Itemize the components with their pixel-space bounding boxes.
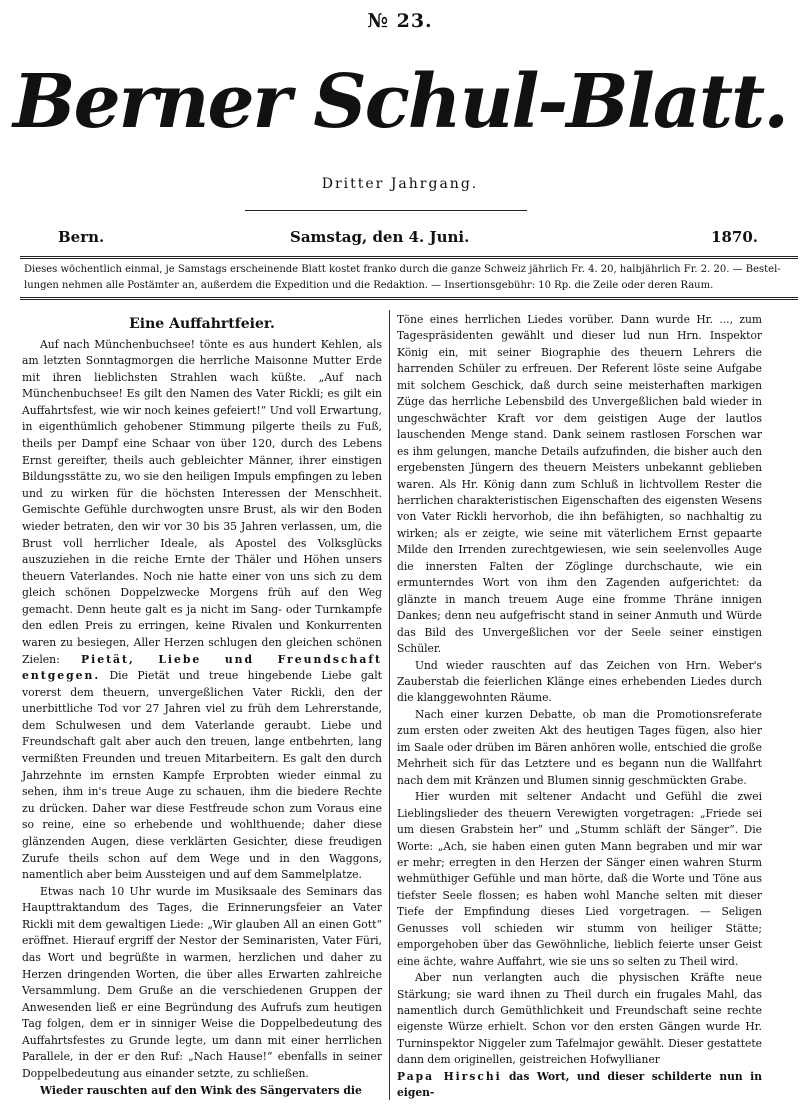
- paragraph: Und wieder rauschten auf das Zeichen von Hrn. Weber's Zauberstab die feierlichen Klänge eines erhebenden Liedes durch die klanggewohnten Räume.: [397, 658, 762, 705]
- paragraph: Nach einer kurzen Debatte, ob man die Promotionsreferate zum ersten oder zweiten Akt des heutigen Tages fügen, also hier im Saale oder drüben im Bären anhören wolle, entschied die große Mehrheit sich für das Letztere und es begann nun die Wallfahrt nach dem mit Kränzen und Blumen sinnig geschmückten Grabe.: [397, 707, 762, 787]
- notice-line-2: lungen nehmen alle Postämter an, außerdem die Expedition und die Redaktion. — Insertionsgebühr: 10 Rp. die Zeile oder deren Raum.: [24, 280, 714, 291]
- paragraph: Töne eines herrlichen Liedes vorüber. Dann wurde Hr. ..., zum Tagespräsidenten gewählt und dieser lud nun Hrn. Inspektor König ein, mit seiner Biographie des theuern Lehrers die harrenden Schüler zu erfreuen. Der Referent löste seine Aufgabe mit solchem Geschick, daß durch seine meisterhaften markigen Züge das herrliche Lebensbild des Unvergeßlichen bald wieder in ungeschwächter Kraft vor dem geistigen Auge der lautlos lauschenden Menge stand. Dank seinem rastlosen Forschen war es ihm gelungen, manche Details aufzufinden, die bisher auch den ergebensten Jüngern des theuern Meisters unbekannt geblieben waren. Als Hr. König dann zum Schluß in lichtvollem Rester die herrlichen charakteristischen Eigenschaften des eigensten Wesens von Vater Rickli hervorhob, die ihn befähigten, so nachhaltig zu wirken; als er zeigte, wie seine mit väterlichem Ernst gepaarte Milde den Irrenden zurechtgewiesen, wie sein seelenvolles Auge die innersten Falten der Zöglinge durchschaute, wie ein ermunterndes Wort von ihm den Zagenden aufgerichtet: da glänzte in manch treuem Auge eine fromme Thräne innigen Dankes; denn neu aufgefrischt stand in seiner Anmuth und Würde das Bild des Unvergeßlichen vor der Seele seiner einstigen Schüler.: [397, 313, 762, 656]
- divider-double-bottom: [20, 297, 798, 300]
- paragraph: Aber nun verlangten auch die physischen Kräfte neue Stärkung; sie ward ihnen zu Theil durch ein frugales Mahl, das namentlich durch Gemüthlichkeit und Freundschaft seine rechte eigenste Würze erhielt. Schon vor den ersten Gängen wurde Hr. Turninspektor Niggeler zum Tafelmajor gewählt. Dieser gestattete dann dem originellen, geistreichen Hofwyllianer: [397, 971, 762, 1067]
- divider-short: [245, 210, 527, 211]
- issue-number: № 23.: [367, 10, 433, 32]
- notice-line-1: Dieses wöchentlich einmal, je Samstags erscheinende Blatt kostet franko durch die ganze Schweiz jährlich Fr. 4. 20, halbjährlich Fr. 2. 20. — Bestel-: [24, 264, 781, 275]
- masthead-title: Berner Schul-Blatt.: [13, 59, 787, 145]
- final-line-text: das Wort, und dieser schilderte nun in eigen-: [397, 1069, 762, 1100]
- place-label: Bern.: [58, 228, 105, 246]
- papa-hirschi-name: Papa Hirschi: [397, 1069, 502, 1083]
- paragraph: [22, 337, 382, 884]
- divider-double-top: [20, 256, 798, 259]
- paragraph: Etwas nach 10 Uhr wurde im Musiksaale des Seminars das Haupttraktandum des Tages, die Erinnerungsfeier an Vater Rickli mit dem gewaltigen Liede: „Wir glauben All an einen Gott“ eröffnet. Hierauf ergriff der Nestor der Seminaristen, Vater Füri, das Wort und begrüßte in warmen, herzlichen und daher zu Herzen dringenden Worten, die über alles Erwarten zahlreiche Versammlung. Dem Gruße an die verschiedenen Gruppen der Anwesenden ließ er eine Begründung des Aufrufs zum heutigen Tag folgen, dem er in sinniger Weise die Doppelbedeutung des Auffahrtsfestes zu Grunde legte, um dann mit einer herrlichen Parallele, in der er den Ruf: „Nach Hause!“ ebenfalls in seiner Doppelbedeutung aus einander setzte, zu schließen.: [22, 884, 382, 1081]
- volume-label: Dritter Jahrgang.: [321, 176, 479, 192]
- paragraph-text: Die Pietät und treue hingebende Liebe galt vorerst dem theuern, unvergeßlichen Vater Rickli, den der unerbittliche Tod vor 27 Jahren viel zu früh dem Lehrerstande, dem Schulwesen und dem Vaterlande geraubt. Liebe und Freundschaft galt aber auch den treuen, lange entbehrten, lang vermißten Freunden und treuen Mitarbeitern. Es galt den durch Jahrzehnte im ernsten Kampfe Erprobten wieder einmal zu sehen, ihm in's treue Auge zu schauen, ihm die biedere Rechte zu drücken. Daher war diese Festfreude schon zum Voraus eine so reine, eine so erhebende und wohlthuende; daher diese glänzenden Augen, diese verklärten Gesichter, diese freudigen Zurufe theils schon auf dem Wege und in den Waggons, namentlich aber beim Aussteigen und auf dem Sammelplatze.: [22, 669, 382, 882]
- date-label: Samstag, den 4. Juni.: [290, 228, 470, 246]
- year-label: 1870.: [711, 228, 758, 246]
- pietaet-phrase: Pietät, Liebe und Freundschaft entgegen.: [22, 652, 382, 683]
- final-line: [397, 1069, 762, 1102]
- paragraph: Wieder rauschten auf den Wink des Sängervaters die: [40, 1083, 362, 1097]
- column-divider: [389, 310, 390, 1100]
- dateline: [58, 228, 758, 250]
- column-right: [397, 312, 762, 1102]
- paragraph-text: Auf nach Münchenbuchsee! tönte es aus hundert Kehlen, als am letzten Sonntagmorgen die herrliche Maisonne Mutter Erde mit ihren lieblichsten Strahlen wach küßte. „Auf nach Münchenbuchsee! Es gilt den Namen des Vater Rickli; es gilt ein Auffahrtsfest, wie wir noch keines gefeiert!“ Und voll Erwartung, in eigenthümlich gehobener Stimmung pilgerte theils zu Fuß, theils per Dampf eine Schaar von über 120, durch des Lebens Ernst gereifter, theils auch gebleichter Männer, ihrer einstigen Bildungsstätte zu, wo sie den heiligen Impuls empfingen zu leben und zu wirken für die höchsten Interessen der Menschheit. Gemischte Gefühle durchwogten unsre Brust, als wir den Boden wieder betraten, den wir vor 30 bis 35 Jahren verlassen, um, die Brust voll herrlicher Ideale, als Apostel des Volksglücks auszuziehen in die reiche Ernte der Thäler und Höhen unsers theuern Vaterlandes. Noch nie hatte einer von uns sich zu dem gleich schönen Doppelzwecke Morgens früh auf den Weg gemacht. Denn heute galt es ja nicht im Sang- oder Turnkampfe den edlen Preis zu erringen, keine Rivalen und Konkurrenten waren zu besiegen, Aller Herzen schlugen den gleichen schönen Zielen:: [22, 337, 382, 666]
- column-left: [22, 312, 382, 1099]
- subscription-notice: [24, 262, 794, 294]
- paragraph: Hier wurden mit seltener Andacht und Gefühl die zwei Lieblingslieder des theuern Verewigten vorgetragen: „Friede sei um diesen Grabstein her“ und „Stumm schläft der Sänger“. Die Worte: „Ach, sie haben einen guten Mann begraben und mir war er mehr; erregten in den Herzen der Sänger einen wahren Sturm wehmüthiger Gefühle und man hörte, daß die Worte und Töne aus tiefster Seele flossen; es haben wohl Manche selten mit dieser Tiefe der Empfindung dieses Lied vorgetragen. — Seligen Genusses voll schieden wir stumm von heiliger Stätte; emporgehoben über das Gewöhnliche, lieblich feierte unser Geist eine ächte, wahre Auffahrt, wie sie uns so selten zu Theil wird.: [397, 790, 762, 968]
- article-heading: Eine Auffahrtfeier.: [129, 316, 275, 332]
